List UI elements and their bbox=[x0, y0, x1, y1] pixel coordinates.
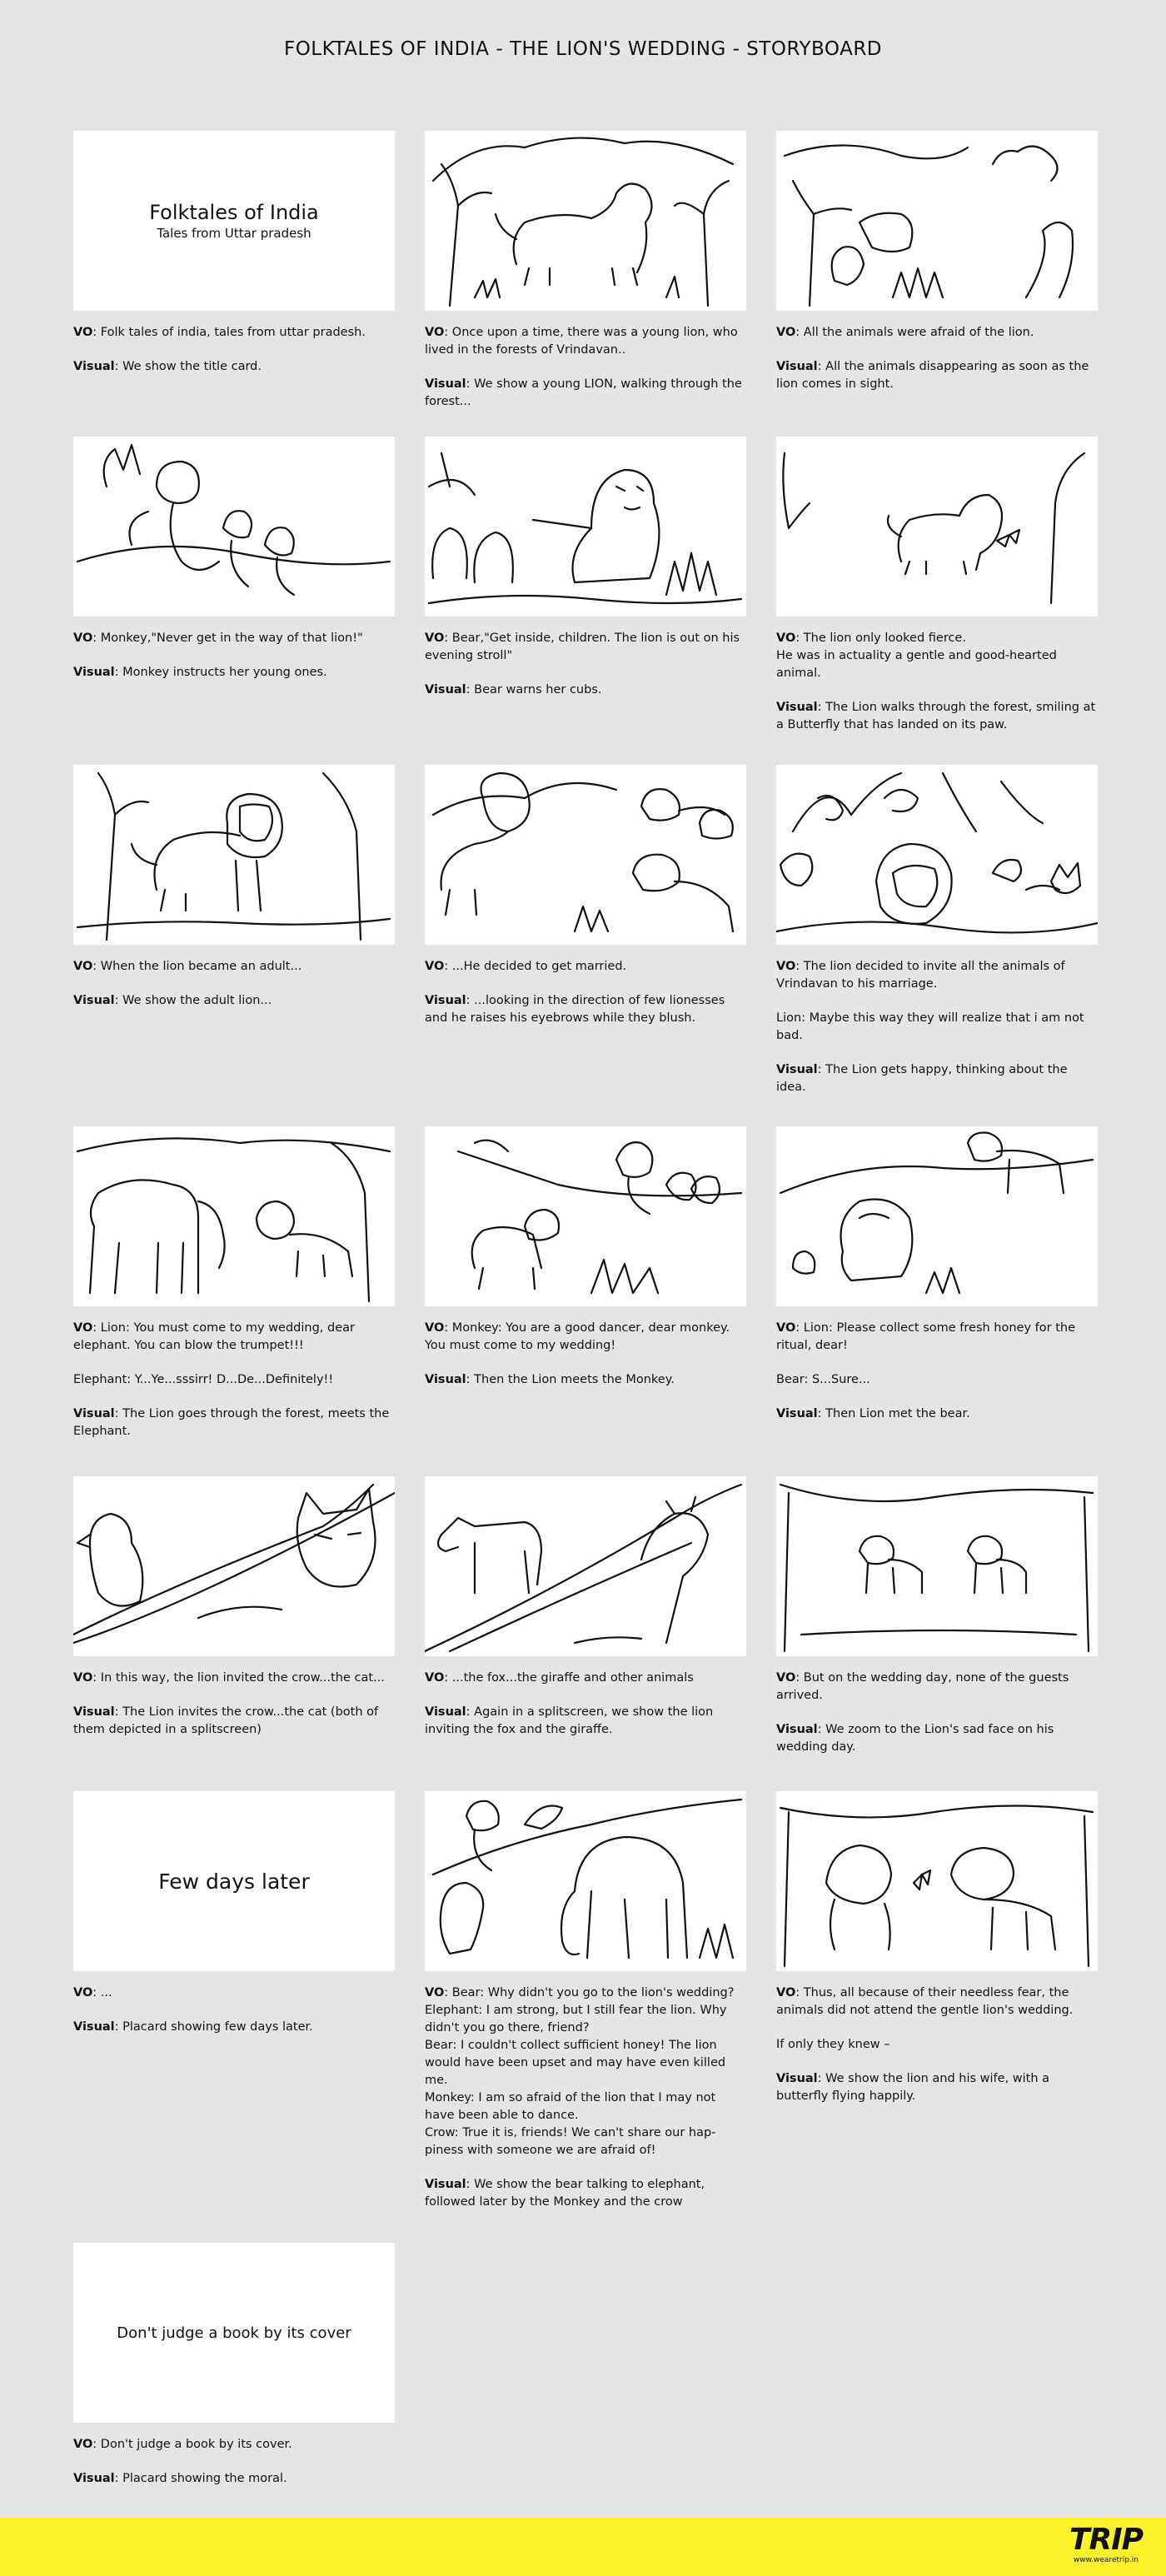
panel-caption: VO: Thus, all because of their needless fear, the animals did not attend the gentle lion's wedding. If only they knew – Visual: We show the lion and his wife, with a butterfly flying happily. bbox=[776, 1986, 1074, 2103]
storyboard-panel bbox=[425, 1126, 746, 1405]
panel-caption: VO: Bear,"Get inside, children. The lion is out on his evening stroll" Visual: Bear warns her cubs. bbox=[425, 632, 740, 696]
page-title: FOLKTALES OF INDIA - THE LION'S WEDDING - STORYBOARD bbox=[283, 38, 883, 60]
panel-caption: VO: The lion decided to invite all the animals of Vrindavan to his marriage. Lion: Maybe this way they will realize that i am not bad. Visual: The Lion gets happy, thinking about the idea. bbox=[776, 960, 1084, 1094]
sketch-wedding-stage bbox=[776, 1476, 1098, 1656]
panel-caption: VO: Lion: You must come to my wedding, dear elephant. You can blow the trumpet!!! Elephant: Y...Ye...sssirr! D...De...Definitely!! Visual: The Lion goes through the forest, meets the Elephant. bbox=[73, 1321, 390, 1438]
panel-caption: VO: ...He decided to get married. Visual: ...looking in the direction of few lionesses and he raises his eyebrows while they blush. bbox=[425, 960, 725, 1025]
panel-caption: VO: Folk tales of india, tales from uttar pradesh. Visual: We show the title card. bbox=[73, 326, 366, 373]
sketch-lion-butterfly bbox=[776, 437, 1098, 617]
placard-text: Few days later bbox=[158, 1869, 310, 1894]
panel-caption: VO: Lion: Please collect some fresh honey for the ritual, dear! Bear: S...Sure... Visual: Then Lion met the bear. bbox=[776, 1321, 1076, 1420]
storyboard-panel bbox=[776, 131, 1098, 410]
placard-few-days-later bbox=[73, 1791, 395, 1971]
sketch-fox-giraffe-splitscreen bbox=[425, 1476, 746, 1656]
storyboard-panel bbox=[73, 765, 395, 1026]
footer-bar bbox=[0, 2518, 1166, 2576]
panel-caption: VO: When the lion became an adult... Visual: We show the adult lion... bbox=[73, 960, 302, 1007]
storyboard-panel bbox=[776, 1126, 1098, 1440]
storyboard-panel bbox=[776, 437, 1098, 751]
sketch-lion-thinking bbox=[776, 765, 1098, 945]
panel-caption: VO: Don't judge a book by its cover. Visual: Placard showing the moral. bbox=[73, 2438, 292, 2485]
storyboard-panel bbox=[776, 1791, 1098, 2122]
placard-moral bbox=[73, 2243, 395, 2423]
sketch-lion-bear bbox=[776, 1126, 1098, 1306]
storyboard-panel bbox=[425, 1476, 746, 1755]
storyboard-panel bbox=[425, 437, 746, 716]
title-card bbox=[73, 131, 395, 311]
trip-logo: TRIP www.wearetrip.in bbox=[1069, 2523, 1143, 2564]
sketch-animals-hiding bbox=[776, 131, 1098, 311]
panel-caption: VO: ...the fox...the giraffe and other animals Visual: Again in a splitscreen, we show the lion inviting the fox and the giraffe. bbox=[425, 1671, 714, 1736]
panel-caption: VO: But on the wedding day, none of the guests arrived. Visual: We zoom to the Lion's sad face on his wedding day. bbox=[776, 1671, 1069, 1754]
placard-text: Don't judge a book by its cover bbox=[117, 2324, 351, 2342]
storyboard-panel bbox=[73, 1791, 395, 2053]
storyboard-panel bbox=[73, 2243, 395, 2504]
sketch-monkey-family bbox=[73, 437, 395, 617]
storyboard-panel bbox=[73, 437, 395, 698]
storyboard-panel bbox=[776, 765, 1098, 1113]
panel-caption: VO: Bear: Why didn't you go to the lion's wedding? Elephant: I am strong, but I still fear the lion. Why didn't you go there, friend? Bear: I couldn't collect sufficient honey! The lion would have been upset and may have even killed me. Monkey: I am so afraid of the lion that I may not have been able to dance. Crow: True it is, friends! We can't share our hap-piness with someone we are afraid of! Visual: We show the bear talking to elephant, followed later by the Monkey and the crow bbox=[425, 1986, 735, 2209]
sketch-lion-lionesses bbox=[425, 765, 746, 945]
sketch-animals-talking bbox=[425, 1791, 746, 1971]
storyboard-panel bbox=[425, 131, 746, 427]
title-card-subheading: Tales from Uttar pradesh bbox=[157, 226, 311, 241]
title-card-heading: Folktales of India bbox=[149, 201, 319, 224]
panel-caption: VO: The lion only looked fierce. He was in actuality a gentle and good-hearted animal. Visual: The Lion walks through the forest, smiling at a Butterfly that has landed on its paw. bbox=[776, 632, 1096, 731]
panel-caption: VO: ... Visual: Placard showing few days later. bbox=[73, 1986, 313, 2034]
storyboard-panel bbox=[73, 1126, 395, 1457]
storyboard-panel bbox=[73, 131, 395, 392]
sketch-lion-monkeys bbox=[425, 1126, 746, 1306]
storyboard-panel bbox=[425, 1791, 746, 2228]
storyboard-panel bbox=[776, 1476, 1098, 1773]
sketch-adult-lion bbox=[73, 765, 395, 945]
panel-caption: VO: In this way, the lion invited the crow...the cat... Visual: The Lion invites the crow...the cat (both of them depicted in a splitscreen) bbox=[73, 1671, 385, 1736]
storyboard-panel bbox=[73, 1476, 395, 1755]
panel-caption: VO: All the animals were afraid of the lion. Visual: All the animals disappearing as soon as the lion comes in sight. bbox=[776, 326, 1089, 391]
sketch-bear-cubs bbox=[425, 437, 746, 617]
storyboard-panel bbox=[425, 765, 746, 1044]
sketch-lion-elephant bbox=[73, 1126, 395, 1306]
sketch-crow-cat-splitscreen bbox=[73, 1476, 395, 1656]
panel-caption: VO: Once upon a time, there was a young lion, who lived in the forests of Vrindavan.. Visual: We show a young LION, walking through the forest... bbox=[425, 326, 742, 408]
panel-caption: VO: Monkey,"Never get in the way of that lion!" Visual: Monkey instructs her young ones. bbox=[73, 632, 363, 679]
sketch-young-lion-forest bbox=[425, 131, 746, 311]
panel-caption: VO: Monkey: You are a good dancer, dear monkey. You must come to my wedding! Visual: Then the Lion meets the Monkey. bbox=[425, 1321, 730, 1386]
sketch-lion-and-wife bbox=[776, 1791, 1098, 1971]
